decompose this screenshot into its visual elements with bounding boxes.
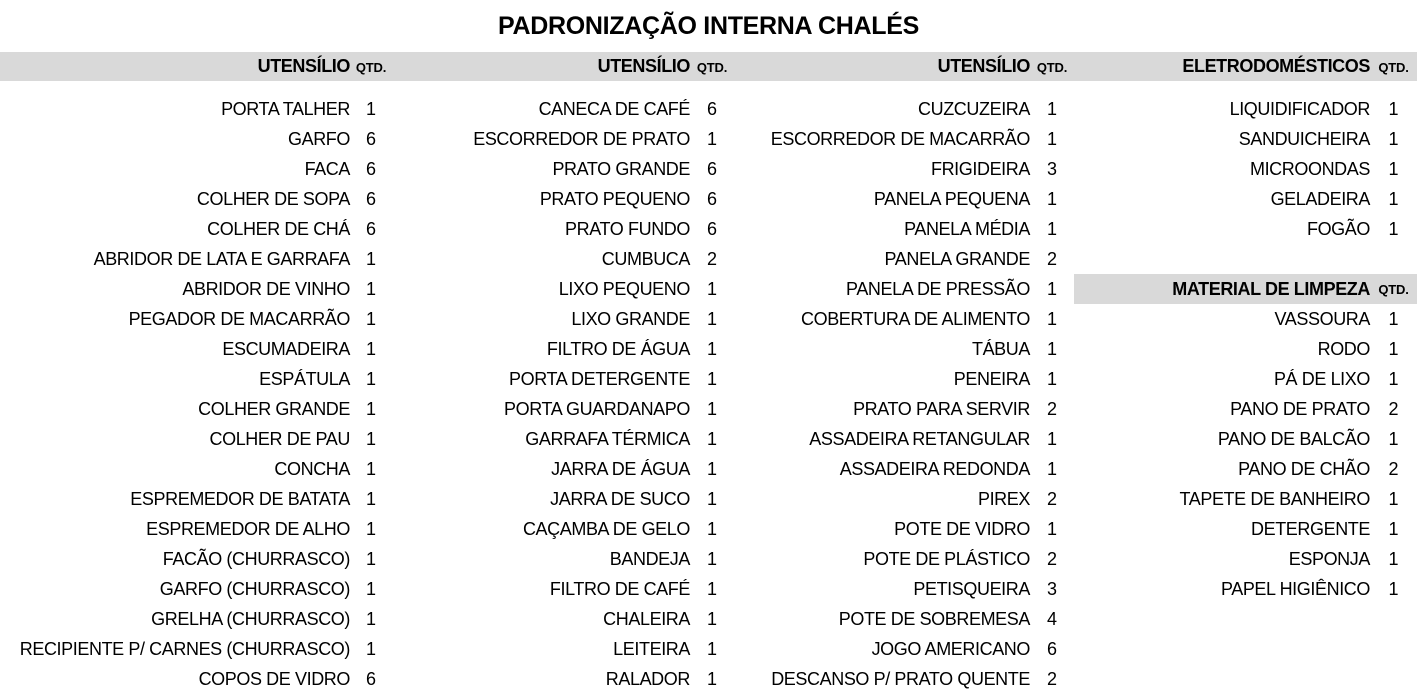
item-name: CUMBUCA: [601, 249, 690, 269]
item-qty: 1: [706, 459, 717, 479]
item-qty: 6: [706, 99, 717, 119]
item-name: FACÃO (CHURRASCO): [162, 549, 350, 569]
item-qty: 1: [1388, 309, 1399, 329]
item-name: JARRA DE SUCO: [550, 489, 690, 509]
item-name: GRELHA (CHURRASCO): [151, 609, 350, 629]
item-qty: 1: [365, 429, 376, 449]
item-qty: 1: [706, 609, 717, 629]
table-row: [392, 124, 734, 154]
item-qty: 6: [365, 219, 376, 239]
item-name: FILTRO DE ÁGUA: [546, 339, 690, 359]
item-name: PORTA DETERGENTE: [509, 369, 690, 389]
item-qty: 6: [1046, 639, 1057, 659]
table-row: [0, 664, 392, 694]
item-name: COLHER DE CHÁ: [207, 219, 350, 239]
table-row: [0, 394, 392, 424]
table-row: [734, 94, 1074, 124]
item-qty: 6: [706, 189, 717, 209]
table-row: [0, 514, 392, 544]
section-header: UTENSÍLIO: [257, 56, 350, 76]
item-qty: 1: [1388, 99, 1399, 119]
item-name: PEGADOR DE MACARRÃO: [128, 309, 350, 329]
table-row: [0, 424, 392, 454]
item-name: PANO DE BALCÃO: [1217, 429, 1370, 449]
item-qty: 4: [1046, 609, 1057, 629]
table-row: [1074, 544, 1417, 574]
item-qty: 1: [365, 579, 376, 599]
item-name: PETISQUEIRA: [913, 579, 1030, 599]
table-row: [734, 154, 1074, 184]
table-row: [0, 154, 392, 184]
item-qty: 1: [1388, 339, 1399, 359]
item-qty: 1: [1046, 279, 1057, 299]
item-qty: 1: [706, 129, 717, 149]
item-name: PÁ DE LIXO: [1273, 369, 1370, 389]
item-name: MICROONDAS: [1249, 159, 1370, 179]
item-name: COLHER DE PAU: [209, 429, 350, 449]
item-name: ABRIDOR DE VINHO: [182, 279, 350, 299]
item-qty: 1: [365, 279, 376, 299]
item-name: COBERTURA DE ALIMENTO: [801, 309, 1030, 329]
item-qty: 1: [706, 579, 717, 599]
item-name: PANELA PEQUENA: [873, 189, 1030, 209]
item-qty: 1: [706, 669, 717, 689]
item-qty: 3: [1046, 159, 1057, 179]
table-row: [0, 184, 392, 214]
table-row: [0, 214, 392, 244]
table-row: [392, 244, 734, 274]
table-row: [0, 544, 392, 574]
table-row: [734, 544, 1074, 574]
table-row: [1074, 334, 1417, 364]
qty-header: QTD.: [696, 60, 728, 75]
item-qty: 1: [1046, 519, 1057, 539]
item-name: FACA: [304, 159, 350, 179]
item-qty: 1: [1388, 579, 1399, 599]
item-name: COLHER GRANDE: [198, 399, 350, 419]
item-qty: 1: [365, 99, 376, 119]
table-row: [1074, 124, 1417, 154]
item-name: CUZCUZEIRA: [918, 99, 1030, 119]
item-qty: 2: [1046, 399, 1057, 419]
item-qty: 1: [365, 309, 376, 329]
table-row: [734, 664, 1074, 694]
item-name: CHALEIRA: [603, 609, 690, 629]
item-name: GARFO: [287, 129, 350, 149]
table-row: [1074, 94, 1417, 124]
item-name: ESPONJA: [1288, 549, 1370, 569]
table-row: [392, 424, 734, 454]
item-name: PANELA DE PRESSÃO: [846, 279, 1030, 299]
item-qty: 1: [706, 429, 717, 449]
item-name: BANDEJA: [609, 549, 690, 569]
item-qty: 1: [1046, 99, 1057, 119]
item-name: LIXO GRANDE: [571, 309, 690, 329]
table-row: [1074, 364, 1417, 394]
item-name: ESPÁTULA: [259, 369, 350, 389]
item-name: ESCUMADEIRA: [222, 339, 350, 359]
qty-header: QTD.: [1036, 60, 1068, 75]
table-row: [734, 184, 1074, 214]
item-qty: 1: [706, 549, 717, 569]
item-name: PRATO PARA SERVIR: [853, 399, 1030, 419]
item-name: FILTRO DE CAFÉ: [549, 579, 690, 599]
item-name: COPOS DE VIDRO: [198, 669, 350, 689]
item-name: ASSADEIRA RETANGULAR: [809, 429, 1030, 449]
item-qty: 1: [706, 339, 717, 359]
table-row: [392, 574, 734, 604]
subsection-header: MATERIAL DE LIMPEZA: [1172, 279, 1370, 299]
item-name: CANECA DE CAFÉ: [538, 99, 690, 119]
item-name: POTE DE SOBREMESA: [838, 609, 1030, 629]
table-row: [1074, 574, 1417, 604]
table-row: [1074, 184, 1417, 214]
item-qty: 1: [365, 609, 376, 629]
table-row: [392, 364, 734, 394]
table-row: [392, 454, 734, 484]
table-row: [1074, 424, 1417, 454]
item-name: TAPETE DE BANHEIRO: [1179, 489, 1370, 509]
item-qty: 3: [1046, 579, 1057, 599]
subsection-qty-header: QTD.: [1378, 282, 1409, 297]
item-name: GARFO (CHURRASCO): [159, 579, 350, 599]
item-name: PRATO GRANDE: [552, 159, 690, 179]
item-qty: 1: [1388, 219, 1399, 239]
section-header: UTENSÍLIO: [597, 56, 690, 76]
item-qty: 1: [1046, 219, 1057, 239]
item-name: GELADEIRA: [1270, 189, 1370, 209]
item-qty: 2: [1046, 489, 1057, 509]
item-qty: 1: [706, 489, 717, 509]
table-row: [734, 574, 1074, 604]
item-qty: 1: [1046, 369, 1057, 389]
item-name: LIXO PEQUENO: [558, 279, 690, 299]
table-row: [1074, 154, 1417, 184]
item-qty: 1: [365, 249, 376, 269]
table-row: [392, 514, 734, 544]
item-name: PANELA MÉDIA: [904, 219, 1030, 239]
table-row: [392, 94, 734, 124]
item-qty: 1: [365, 489, 376, 509]
item-name: GARRAFA TÉRMICA: [525, 429, 690, 449]
section-header: UTENSÍLIO: [937, 56, 1030, 76]
item-qty: 1: [1046, 129, 1057, 149]
item-name: ESPREMEDOR DE BATATA: [130, 489, 350, 509]
item-name: VASSOURA: [1274, 309, 1370, 329]
item-name: LIQUIDIFICADOR: [1229, 99, 1370, 119]
table-row: [0, 484, 392, 514]
item-qty: 6: [365, 669, 376, 689]
item-name: COLHER DE SOPA: [196, 189, 350, 209]
table-row: [734, 244, 1074, 274]
table-row: [734, 394, 1074, 424]
table-row: [1074, 484, 1417, 514]
table-row: [734, 304, 1074, 334]
table-row: [0, 274, 392, 304]
table-row: [392, 604, 734, 634]
item-qty: 1: [1388, 549, 1399, 569]
page-title: PADRONIZAÇÃO INTERNA CHALÉS: [497, 12, 920, 40]
item-name: PAPEL HIGIÊNICO: [1220, 579, 1370, 599]
item-qty: 1: [706, 279, 717, 299]
item-name: RODO: [1317, 339, 1370, 359]
item-qty: 6: [706, 159, 717, 179]
item-qty: 1: [1046, 429, 1057, 449]
qty-header: QTD.: [1378, 60, 1409, 75]
item-qty: 1: [1388, 189, 1399, 209]
item-qty: 1: [706, 399, 717, 419]
table-row: [734, 454, 1074, 484]
item-name: LEITEIRA: [613, 639, 690, 659]
item-name: FOGÃO: [1306, 219, 1370, 239]
item-qty: 2: [1388, 459, 1399, 479]
item-qty: 1: [1046, 189, 1057, 209]
item-qty: 1: [365, 459, 376, 479]
item-name: PANO DE CHÃO: [1238, 459, 1370, 479]
item-qty: 1: [1388, 429, 1399, 449]
item-name: DETERGENTE: [1250, 519, 1370, 539]
item-qty: 1: [365, 339, 376, 359]
item-name: ESCORREDOR DE PRATO: [473, 129, 690, 149]
item-qty: 2: [1046, 669, 1057, 689]
item-name: CONCHA: [274, 459, 350, 479]
item-qty: 1: [706, 519, 717, 539]
table-row: [0, 634, 392, 664]
item-qty: 1: [1388, 159, 1399, 179]
table-row: [392, 544, 734, 574]
table-row: [1074, 304, 1417, 334]
table-row: [734, 364, 1074, 394]
item-name: ESPREMEDOR DE ALHO: [146, 519, 350, 539]
item-name: PIREX: [977, 489, 1030, 509]
item-name: ABRIDOR DE LATA E GARRAFA: [93, 249, 350, 269]
table-row: [1074, 454, 1417, 484]
item-qty: 6: [365, 159, 376, 179]
table-row: [392, 214, 734, 244]
table-row: [734, 604, 1074, 634]
table-row: [1074, 394, 1417, 424]
item-name: TÁBUA: [971, 339, 1030, 359]
item-name: PRATO PEQUENO: [539, 189, 690, 209]
table-row: [392, 154, 734, 184]
table-row: [392, 634, 734, 664]
item-qty: 1: [365, 519, 376, 539]
item-qty: 1: [365, 549, 376, 569]
table-row: [392, 304, 734, 334]
item-qty: 6: [365, 189, 376, 209]
item-name: ESCORREDOR DE MACARRÃO: [770, 129, 1030, 149]
item-qty: 1: [1388, 369, 1399, 389]
table-row: [392, 664, 734, 694]
item-name: PENEIRA: [953, 369, 1030, 389]
item-qty: 1: [1046, 459, 1057, 479]
item-name: PRATO FUNDO: [565, 219, 690, 239]
item-qty: 1: [706, 369, 717, 389]
table-row: [0, 304, 392, 334]
item-name: JARRA DE ÁGUA: [551, 459, 690, 479]
table-row: [734, 484, 1074, 514]
item-name: POTE DE PLÁSTICO: [863, 549, 1030, 569]
item-qty: 2: [706, 249, 717, 269]
item-qty: 1: [706, 309, 717, 329]
item-qty: 1: [1388, 129, 1399, 149]
item-name: DESCANSO P/ PRATO QUENTE: [771, 669, 1030, 689]
item-name: FRIGIDEIRA: [930, 159, 1030, 179]
table-row: [734, 214, 1074, 244]
table-row: [0, 334, 392, 364]
table-row: [1074, 214, 1417, 244]
item-qty: 2: [1046, 549, 1057, 569]
table-row: [734, 124, 1074, 154]
table-row: [392, 274, 734, 304]
item-qty: 6: [365, 129, 376, 149]
table-row: [392, 334, 734, 364]
item-qty: 1: [365, 369, 376, 389]
table-row: [0, 364, 392, 394]
table-row: [0, 124, 392, 154]
table-row: [734, 274, 1074, 304]
item-name: SANDUICHEIRA: [1238, 129, 1370, 149]
subsection-header-row: [1074, 274, 1417, 304]
qty-header: QTD.: [355, 60, 387, 75]
table-row: [734, 634, 1074, 664]
item-name: RALADOR: [605, 669, 690, 689]
item-name: ASSADEIRA REDONDA: [839, 459, 1030, 479]
item-name: JOGO AMERICANO: [871, 639, 1030, 659]
table-row: [0, 244, 392, 274]
item-name: PORTA GUARDANAPO: [504, 399, 690, 419]
item-name: CAÇAMBA DE GELO: [522, 519, 690, 539]
item-qty: 6: [706, 219, 717, 239]
item-qty: 1: [1388, 489, 1399, 509]
section-header: ELETRODOMÉSTICOS: [1182, 56, 1370, 76]
item-name: RECIPIENTE P/ CARNES (CHURRASCO): [19, 639, 350, 659]
table-row: [392, 394, 734, 424]
table-row: [0, 574, 392, 604]
table-row: [0, 454, 392, 484]
table-row: [0, 604, 392, 634]
item-qty: 1: [1046, 309, 1057, 329]
item-name: POTE DE VIDRO: [894, 519, 1030, 539]
item-qty: 1: [365, 639, 376, 659]
item-qty: 2: [1046, 249, 1057, 269]
item-name: PANO DE PRATO: [1230, 399, 1370, 419]
table-row: [392, 184, 734, 214]
item-qty: 1: [706, 639, 717, 659]
item-qty: 1: [1388, 519, 1399, 539]
item-name: PORTA TALHER: [221, 99, 350, 119]
item-qty: 2: [1388, 399, 1399, 419]
table-row: [392, 484, 734, 514]
item-qty: 1: [1046, 339, 1057, 359]
table-row: [0, 94, 392, 124]
item-qty: 1: [365, 399, 376, 419]
table-row: [1074, 514, 1417, 544]
table-row: [734, 334, 1074, 364]
table-row: [734, 514, 1074, 544]
table-row: [734, 424, 1074, 454]
item-name: PANELA GRANDE: [884, 249, 1030, 269]
